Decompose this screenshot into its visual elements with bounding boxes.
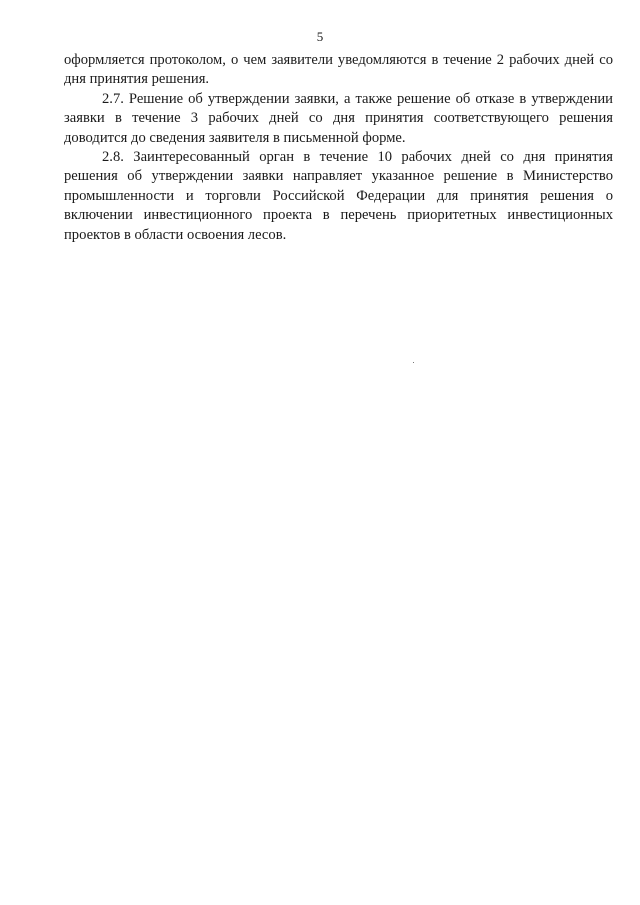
paragraph-continuation: оформляется протоколом, о чем заявители уведомляются в течение 2 рабочих дней со дня принятия решения. [64,52,613,88]
page-number: 5 [316,29,324,44]
paragraph-2-8: 2.8. Заинтересованный орган в течение 10 рабочих дней со дня принятия решения об утверждении заявки направляет указанное решение в Министерство промышленности и торговли Российской Федерации для принятия решения о включении инвестиционного проекта в перечень приоритетных инвестиционных проектов в области освоения лесов. [64,149,613,243]
paragraph-2-7: 2.7. Решение об утверждении заявки, а также решение об отказе в утверждении заявки в течение 3 рабочих дней со дня принятия соответствующего решения доводится до сведения заявителя в письменной форме. [64,90,613,146]
scan-speck [413,362,414,363]
document-body [64,51,613,245]
